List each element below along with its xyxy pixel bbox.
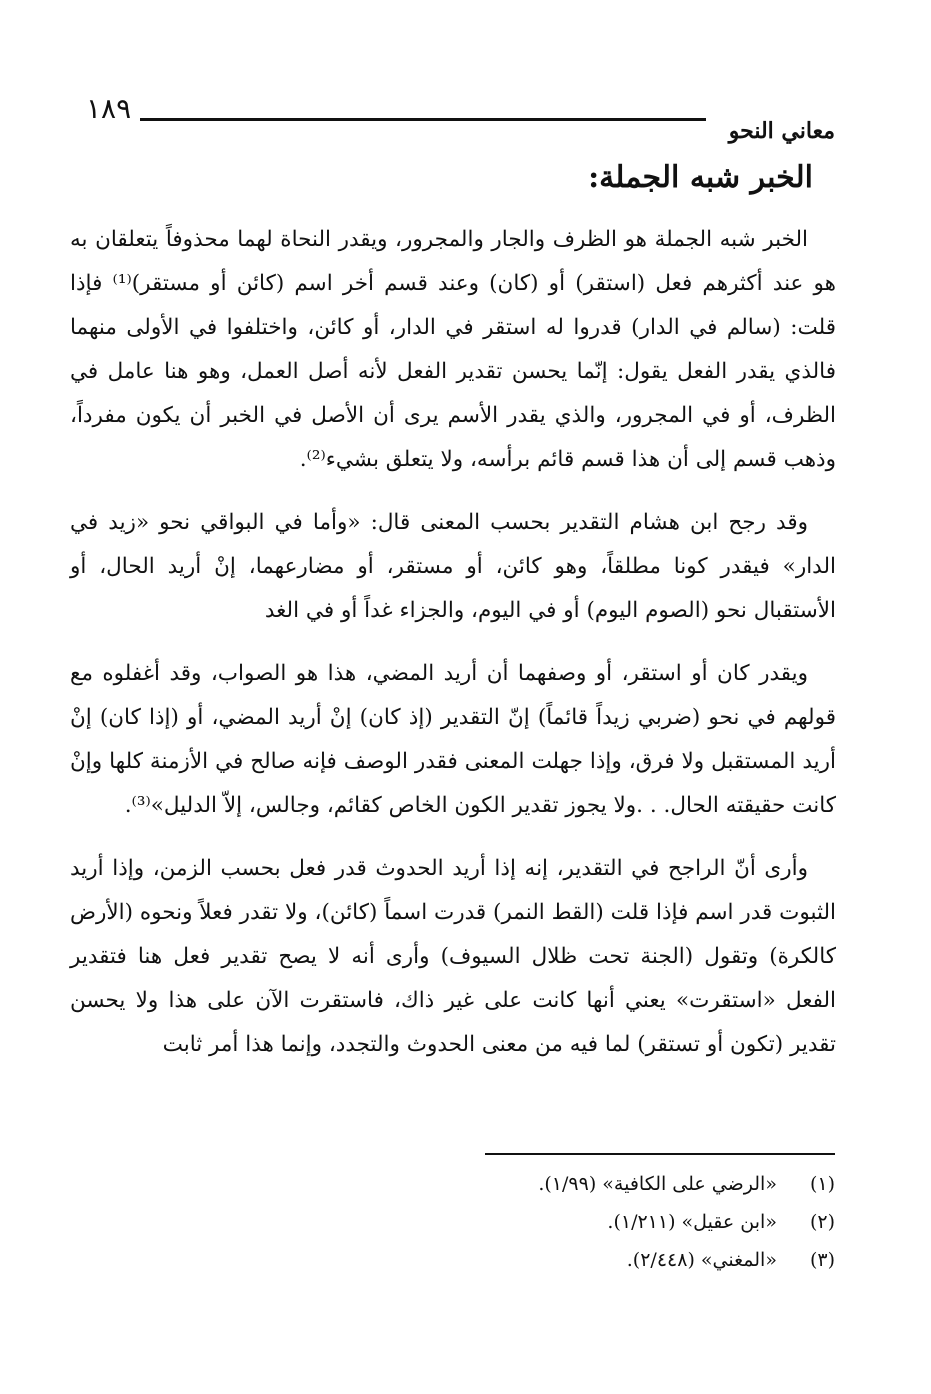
paragraph: وأرى أنّ الراجح في التقدير، إنه إذا أريد الحدوث قدر فعل بحسب الزمن، وإذا أريد الثبوت قدر اسم فإذا قلت (القط النمر) قدرت اسماً (كائن)، ولا تقدر فعلاً ونحوه (الأرض كالكرة) وتقول (الجنة تحت ظلال السيوف) وأرى أنه لا يصح تقدير فعل هنا فتقدير الفعل «استقرت» يعني أنها كانت على غير ذاك، فاستقرت الآن على هذا ولا يحسن تقدير (تكون أو تستقر) لما فيه من معنى الحدوث والتجدد، وإنما هذا أمر ثابت [70, 856, 836, 1057]
footnote [538, 1165, 835, 1203]
footnote [538, 1203, 835, 1241]
paragraph: وقد رجح ابن هشام التقدير بحسب المعنى قال: «وأما في البواقي نحو «زيد في الدار» فيقدر كونا مطلقاً، وهو كائن، أو مستقر، أو مضارعهما، إنْ أريد الحال، أو الأستقبال نحو (الصوم اليوم) أو في اليوم، والجزاء غداً أو في الغد [70, 510, 836, 623]
footnote-number: (٣) [809, 1249, 835, 1271]
paragraph: ويقدر كان أو استقر، أو وصفهما أن أريد المضي، هذا هو الصواب، وقد أغفلوه مع قولهم في نحو (ضربي زيداً قائماً) إنّ التقدير (إذ كان) إنْ أريد المضي، أو (إذا كان) إنْ أريد المستقبل ولا فرق، وإذا جهلت المعنى فقدر الوصف فإنه صالح في الأزمنة كلها وإنْ كانت حقيقته الحال. . .ولا يجوز تقدير الكون الخاص كقائم، وجالس، إلاّ الدليل»⁽³⁾. [70, 661, 836, 818]
footnote-text: «ابن عقيل» (١/٢١١). [607, 1211, 777, 1233]
footnote [538, 1241, 835, 1279]
section-heading: الخبر شبه الجملة: [588, 160, 813, 195]
footnote-number: (١) [809, 1173, 835, 1195]
footnote-text: «المغني» (٢/٤٤٨). [626, 1249, 777, 1271]
footnote-text: «الرضي على الكافية» (١/٩٩). [538, 1173, 777, 1195]
book-title: معاني النحو [728, 118, 835, 144]
paragraph: الخبر شبه الجملة هو الظرف والجار والمجرور، ويقدر النحاة لهما محذوفاً يتعلقان به هو عند أكثرهم فعل (استقر) أو (كان) وعند قسم أخر اسم (كائن أو مستقر)⁽¹⁾ فإذا قلت: (سالم في الدار) قدروا له استقر في الدار، أو كائن، واختلفوا في الأولى منهما فالذي يقدر الفعل يقول: إنّما يحسن تقدير الفعل لأنه أصل العمل، وهو هنا عامل في الظرف، أو في المجرور، والذي يقدر الأسم يرى أن الأصل في الخبر أن يكون مفرداً، وذهب قسم إلى أن هذا قسم قائم برأسه، ولا يتعلق بشيء⁽²⁾. [70, 227, 836, 472]
footnotes [538, 1165, 835, 1279]
body-text [70, 218, 836, 1067]
page-number: ١٨٩ [86, 92, 132, 125]
footnote-number: (٢) [809, 1211, 835, 1233]
footnote-separator [485, 1153, 835, 1155]
header-rule [140, 118, 706, 121]
